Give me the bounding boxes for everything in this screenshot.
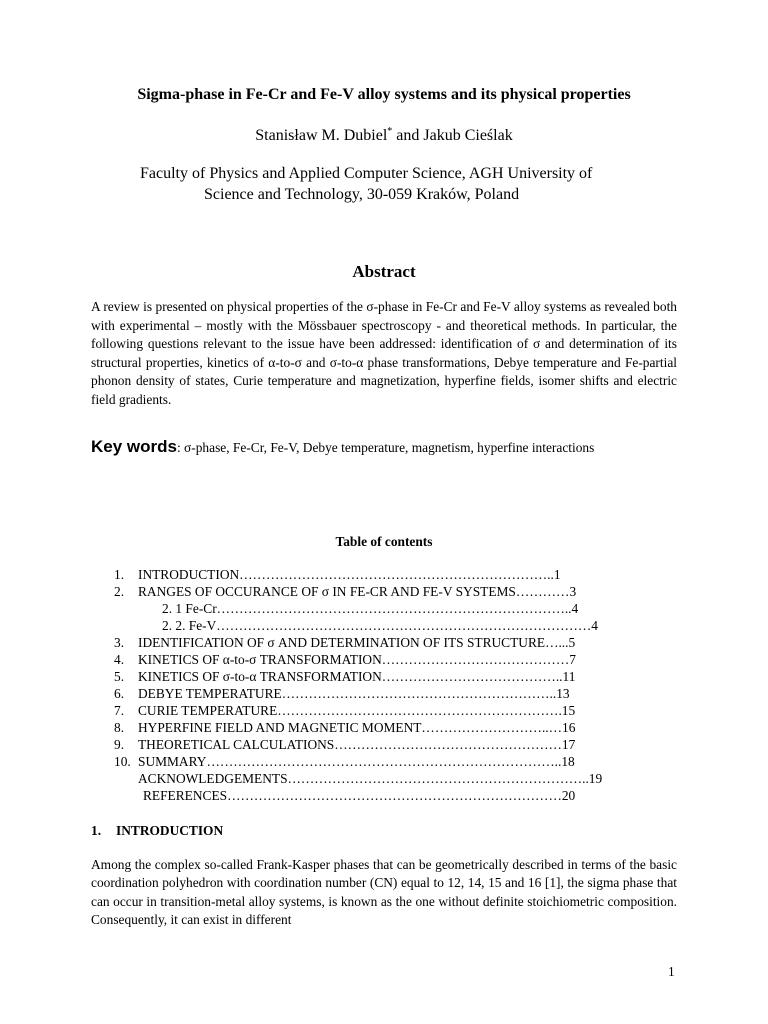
toc-entry-number: 2.	[114, 584, 125, 599]
toc-entry-number: 8.	[114, 720, 125, 735]
toc-entry-text: CURIE TEMPERATURE……………………………………………………….15	[138, 703, 576, 718]
toc-entry-number: 10.	[114, 754, 131, 769]
toc-entry-number: 3.	[114, 635, 125, 650]
toc-entry-text: RANGES OF OCCURANCE OF σ IN FE-CR AND FE-V SYSTEMS…………3	[138, 584, 577, 599]
toc-entry[interactable]	[114, 635, 576, 651]
toc-entry-number: 9.	[114, 737, 125, 752]
toc-entry-text: DEBYE TEMPERATURE……………………………………………………..13	[138, 686, 570, 701]
toc-entry-text: KINETICS OF α-to-σ TRANSFORMATION……………………………………7	[138, 652, 576, 667]
toc-entry[interactable]	[114, 669, 576, 685]
toc-entry-text: 2. 1 Fe-Cr……………………………………………………………………..4	[162, 601, 579, 616]
page-number: 1	[668, 964, 675, 979]
affiliation	[140, 163, 700, 205]
toc-entry[interactable]	[114, 584, 577, 600]
toc-heading: Table of contents	[335, 534, 433, 549]
toc-entry[interactable]	[114, 720, 576, 736]
toc-entry-text: KINETICS OF σ-to-α TRANSFORMATION…………………………………..11	[138, 669, 576, 684]
toc-entry-number: 7.	[114, 703, 125, 718]
affiliation-line-2: Science and Technology, 30-059 Kraków, Poland	[204, 186, 520, 203]
author-1: Stanisław M. Dubiel	[255, 127, 388, 144]
abstract-text: A review is presented on physical properties of the σ-phase in Fe-Cr and Fe-V alloy systems as revealed both with experimental – mostly with the Mössbauer spectroscopy - and theoretical methods. In particular, the following questions relevant to the issue have been addressed: identification of σ and determination of its structural properties, kinetics of α-to-σ and σ-to-α phase transformations, Debye temperature and Fe-partial phonon density of states, Curie temperature and magnetization, hyperfine fields, isomer shifts and electric field gradients.	[91, 299, 677, 407]
toc-entry[interactable]	[114, 567, 561, 583]
keywords-label: Key words	[91, 437, 177, 456]
toc-entry-text: THEORETICAL CALCULATIONS……………………………………………17	[138, 737, 576, 752]
section-title: INTRODUCTION	[116, 823, 224, 838]
section-number: 1.	[91, 823, 102, 838]
toc-entry[interactable]	[114, 703, 576, 719]
author-line	[0, 127, 768, 145]
author-2: and Jakub Cieślak	[392, 127, 513, 144]
toc-entry[interactable]	[162, 601, 578, 617]
keywords	[91, 437, 711, 457]
corresponding-author-mark: *	[387, 126, 393, 137]
abstract-heading: Abstract	[352, 262, 416, 281]
toc-entry[interactable]	[114, 737, 576, 753]
toc-entry[interactable]	[114, 686, 570, 702]
toc-entry-text: IDENTIFICATION OF σ AND DETERMINATION OF ITS STRUCTURE…...5	[138, 635, 576, 650]
toc-entry[interactable]	[143, 788, 575, 804]
toc-entry-text: 2. 2. Fe-V…………………………………………………………………………4	[162, 618, 598, 633]
toc-entry-text: HYPERFINE FIELD AND MAGNETIC MOMENT………………………..…16	[138, 720, 576, 735]
section-heading	[91, 823, 223, 839]
toc-entry[interactable]	[114, 652, 576, 668]
affiliation-line-1: Faculty of Physics and Applied Computer Science, AGH University of	[140, 165, 593, 182]
toc-entry-number: 5.	[114, 669, 125, 684]
toc-entry-number: 1.	[114, 567, 125, 582]
toc-entry[interactable]	[114, 754, 575, 770]
paper-title: Sigma-phase in Fe-Cr and Fe-V alloy systems and its physical properties	[137, 86, 631, 103]
toc-entry-text: SUMMARY……………………………………………………………………..18	[138, 754, 575, 769]
toc-entry-number: 6.	[114, 686, 125, 701]
toc-entry-text: INTRODUCTION……………………………………………………………..1	[138, 567, 561, 582]
introduction-text: Among the complex so-called Frank-Kasper phases that can be geometrically described in terms of the basic coordination polyhedron with coordination number (CN) equal to 12, 14, 15 and 16 [1], the sigma phase that can occur in transition-metal alloy systems, is known as the one without definite stoichiometric composition. Consequently, it can exist in different	[91, 857, 677, 928]
toc-entry[interactable]	[138, 771, 602, 787]
toc-entry-number: 4.	[114, 652, 125, 667]
toc-entry-text: ACKNOWLEDGEMENTS…………………………………………………………..19	[138, 771, 603, 786]
toc-entry-text: REFERENCES…………………………………………………………………20	[143, 788, 576, 803]
toc-entry[interactable]	[162, 618, 598, 634]
keywords-text: : σ-phase, Fe-Cr, Fe-V, Debye temperature, magnetism, hyperfine interactions	[176, 440, 595, 455]
